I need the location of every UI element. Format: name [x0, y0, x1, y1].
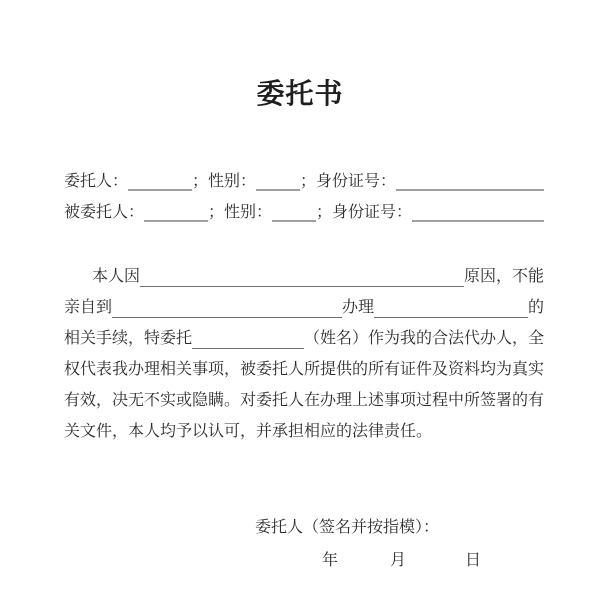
text-segment: 关文件，本人均予以认可，并承担相应的法律责任。: [64, 423, 433, 440]
signature-label: 委托人（签名并按指模）：: [255, 519, 440, 536]
text-segment: 亲自到: [64, 299, 113, 316]
blank-underline-field: [272, 220, 316, 222]
text-segment: （姓名）作为我的合法代办人，全: [303, 330, 544, 347]
text-segment: 办理: [342, 299, 375, 316]
blank-underline-field: [144, 220, 208, 222]
body-paragraph: [64, 261, 544, 447]
text-segment: ；身份证号：: [300, 173, 397, 190]
blank-underline-field: [128, 189, 192, 191]
date-day-label: 日: [465, 552, 482, 569]
date-month-label: 月: [390, 552, 407, 569]
text-segment: 有效，决无不实或隐瞒。对委托人在办理上述事项过程中所签署的有: [64, 392, 545, 409]
text-segment: 权代表我办理相关事项，被委托人所提供的所有证件及资料均为真实: [64, 361, 545, 378]
document-text-line: [64, 323, 544, 354]
date-year-label: 年: [322, 552, 339, 569]
document-text-line: [64, 416, 544, 447]
document-text-line: [64, 385, 544, 416]
document-text-line: [64, 197, 544, 228]
text-segment: ；性别：: [192, 173, 257, 190]
blank-underline-field: [374, 317, 528, 318]
blank-underline-field: [256, 189, 300, 191]
document-text-line: [64, 166, 544, 197]
document-text-line: [64, 354, 544, 385]
text-segment: 本人因: [92, 268, 141, 285]
blank-underline-field: [396, 189, 544, 191]
text-segment: 原因，不能: [463, 268, 544, 285]
text-segment: ；性别：: [208, 204, 273, 221]
document-text-line: [64, 292, 544, 323]
text-segment: 相关手续，特委托: [64, 330, 193, 347]
blank-underline-field: [412, 220, 544, 222]
blank-underline-field: [140, 286, 464, 287]
date-line: [322, 546, 481, 576]
document-text-line: [64, 261, 544, 292]
blank-underline-field: [112, 317, 342, 318]
text-segment: 委托人：: [64, 173, 129, 190]
text-segment: ；身份证号：: [316, 204, 413, 221]
text-segment: 的: [527, 299, 544, 316]
text-segment: 被委托人：: [64, 204, 145, 221]
blank-underline-field: [192, 348, 304, 349]
party-info-section: [64, 166, 544, 228]
document-title: 委托书: [256, 78, 344, 109]
